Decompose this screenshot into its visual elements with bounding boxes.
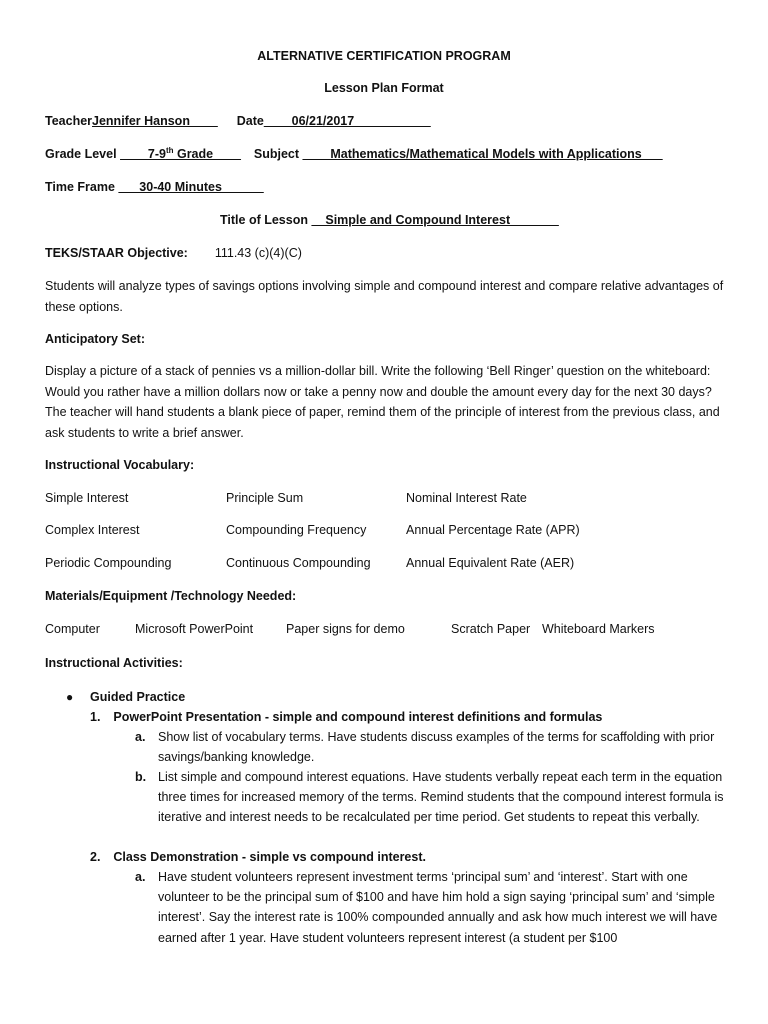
- vocab-term: Complex Interest: [45, 523, 140, 537]
- vocab-term: Compounding Frequency: [226, 523, 367, 537]
- teacher-label: Teacher: [45, 114, 93, 128]
- vocabulary-heading: Instructional Vocabulary:: [45, 458, 195, 472]
- activity-1a-text: Show list of vocabulary terms. Have students discuss examples of the terms for scaffolding with prior savings/banking knowledge.: [158, 730, 715, 765]
- vocab-term: Periodic Compounding: [45, 556, 172, 570]
- material-item: Whiteboard Markers: [542, 622, 655, 636]
- teacher-value: Jennifer Hanson____: [92, 114, 218, 128]
- teks-row: [45, 245, 302, 261]
- material-item: Scratch Paper: [451, 622, 531, 636]
- activity-1-title: 1. PowerPoint Presentation - simple and compound interest definitions and formulas: [90, 710, 603, 724]
- activity-1b-text: List simple and compound interest equations. Have students verbally repeat each term in the equation three times for increased memory of the terms. Remind students that the compound interest formula is iterative and interest needs to be recalculated per time period. Get students to repeat this verbally.: [158, 770, 724, 825]
- vocab-term: Continuous Compounding: [226, 556, 371, 570]
- material-item: Paper signs for demo: [286, 622, 405, 636]
- activity-2a-label: a.: [135, 870, 146, 884]
- title-label: Title of Lesson: [220, 213, 308, 227]
- activity-2-title: 2. Class Demonstration - simple vs compound interest.: [90, 850, 426, 864]
- vocab-term: Principle Sum: [226, 491, 304, 505]
- subject-value: ____Mathematics/Mathematical Models with Applications___: [302, 147, 663, 161]
- anticipatory-heading: Anticipatory Set:: [45, 332, 146, 346]
- date-label: Date: [236, 114, 264, 128]
- grade-subject-row: [45, 146, 663, 162]
- materials-heading: Materials/Equipment /Technology Needed:: [45, 589, 297, 603]
- vocab-term: Annual Percentage Rate (APR): [406, 523, 580, 537]
- activities-heading: Instructional Activities:: [45, 656, 183, 670]
- guided-practice-label: Guided Practice: [90, 690, 186, 704]
- teacher-date-row: [45, 113, 431, 129]
- activity-2a-text: Have student volunteers represent investment terms ‘principal sum’ and ‘interest’. Start with one volunteer to be the principal sum of $100 and have him hold a sign saying ‘principal sum’ and ‘simple interest’. Say the interest rate is 100% compounded annually and ask how much interest we will have earned after 1 year. Have student volunteers represent interest (a student per $100: [158, 870, 718, 945]
- title-value: __Simple and Compound Interest_______: [311, 213, 559, 227]
- bullet-icon: ●: [66, 690, 74, 704]
- vocab-term: Nominal Interest Rate: [406, 491, 527, 505]
- activity-1a-label: a.: [135, 730, 146, 744]
- time-value: ___30-40 Minutes______: [118, 180, 264, 194]
- material-item: Computer: [45, 622, 100, 636]
- activity-1b-label: b.: [135, 770, 147, 784]
- teks-label: TEKS/STAAR Objective:: [45, 246, 188, 260]
- anticipatory-paragraph: Display a picture of a stack of pennies vs a million-dollar bill. Write the following ‘Bell Ringer’ question on the whiteboard: Would you rather have a million dollars now or take a penny now and double the amount every day for the next 30 days? The teacher will hand students a blank piece of paper, remind them of the principle of interest from the previous class, and ask students to write a brief answer.: [45, 364, 720, 440]
- time-label: Time Frame: [45, 180, 115, 194]
- grade-label: Grade Level: [45, 147, 117, 161]
- date-value: ____06/21/2017___________: [263, 114, 431, 128]
- material-item: Microsoft PowerPoint: [135, 622, 254, 636]
- subject-label: Subject: [253, 147, 300, 161]
- vocab-term: Annual Equivalent Rate (AER): [406, 556, 575, 570]
- grade-value: ____7-9th Grade____: [120, 146, 241, 161]
- teks-value: 111.43 (c)(4)(C): [214, 246, 302, 260]
- format-title: Lesson Plan Format: [324, 81, 444, 95]
- vocab-term: Simple Interest: [45, 491, 129, 505]
- program-title: ALTERNATIVE CERTIFICATION PROGRAM: [257, 49, 511, 63]
- time-frame-row: [45, 179, 264, 195]
- objective-paragraph: Students will analyze types of savings options involving simple and compound interest and compare relative advantages of these options.: [45, 279, 724, 314]
- lesson-title-row: [220, 212, 559, 228]
